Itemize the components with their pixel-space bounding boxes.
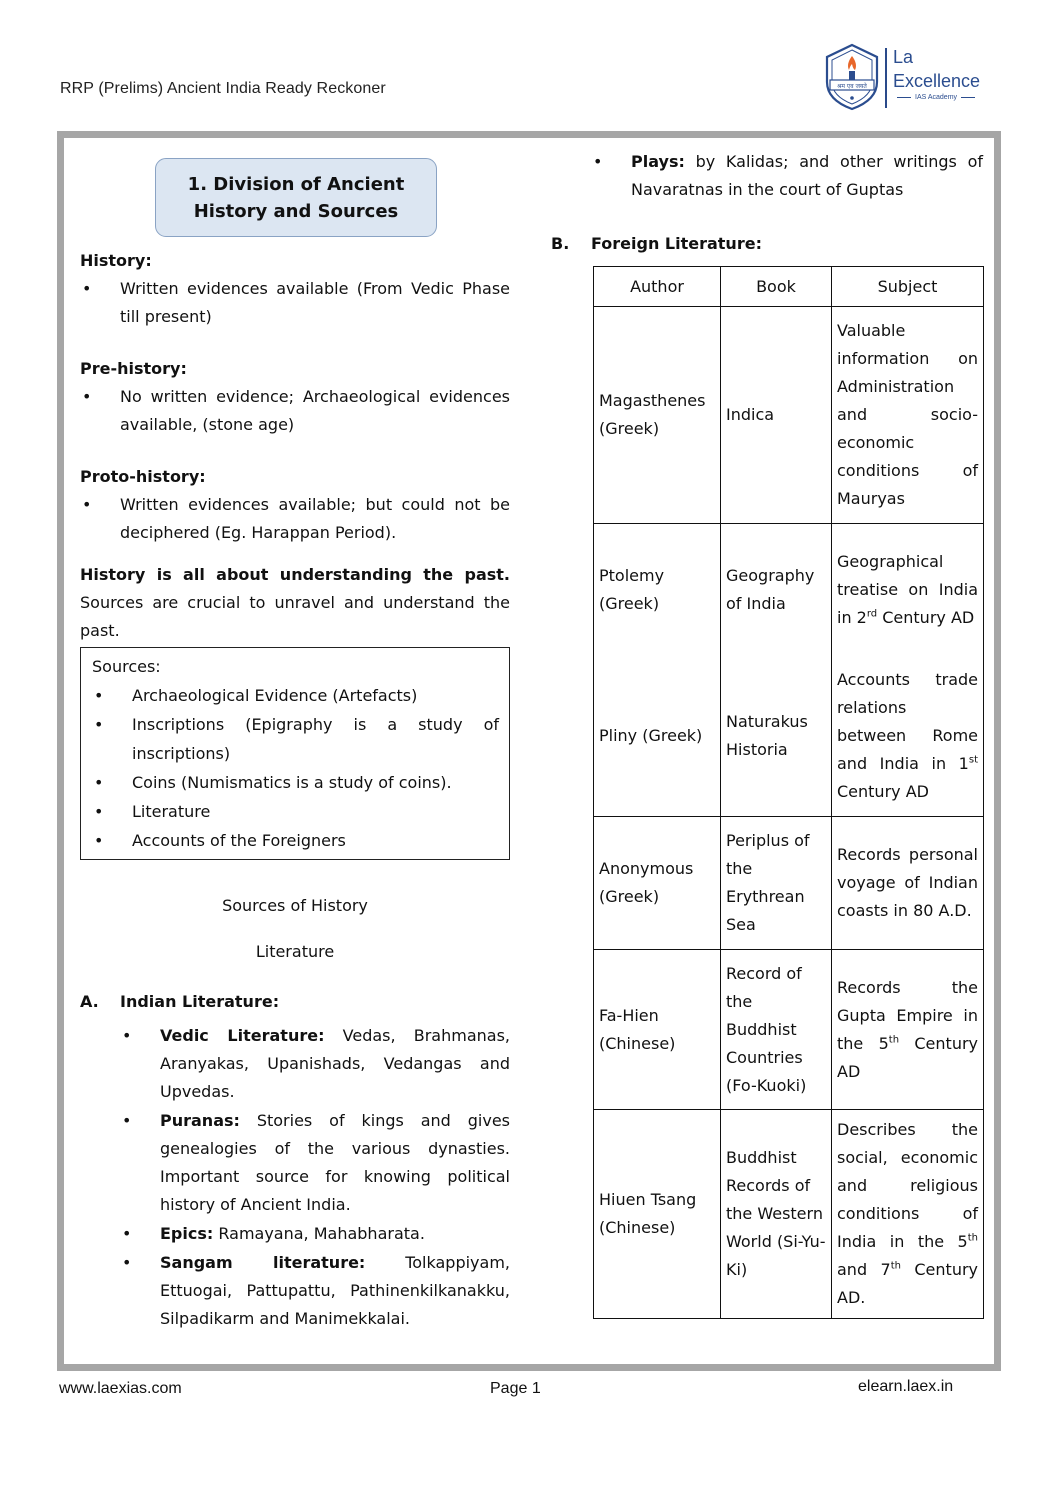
right-column xyxy=(551,148,983,1319)
sources-item: • Inscriptions (Epigraphy is a study of inscriptions) xyxy=(92,710,499,768)
history-paragraph-bold: History is all about understanding the past. xyxy=(80,565,510,584)
indian-lit-item xyxy=(120,1220,510,1248)
history-bullet: • Written evidences available (From Vedic Phase till present) xyxy=(80,275,510,331)
table-row xyxy=(594,524,984,657)
sources-of-history-heading: Sources of History xyxy=(222,896,368,915)
subject-cell: Valuable information on Administration and socio-economic conditions of Mauryas xyxy=(832,307,984,524)
indian-lit-item-text: Stories of kings and gives genealogies of the various dynasties. Important source for knowing political history of Ancient India. xyxy=(160,1111,510,1214)
book-cell: Naturakus Historia xyxy=(721,657,832,817)
section-letter-b: B. xyxy=(551,234,570,253)
column-header-subject: Subject xyxy=(832,267,984,307)
ordinal-suffix: th xyxy=(967,1232,978,1244)
subject-text: Records the Gupta Empire in the 5 xyxy=(837,977,978,1053)
author-cell: Fa-Hien (Chinese) xyxy=(594,950,721,1110)
book-cell: Buddhist Records of the Western World (Si-Yu-Ki) xyxy=(721,1110,832,1319)
sources-box-title: Sources: xyxy=(92,657,161,676)
la-excellence-logo xyxy=(822,42,994,112)
indian-lit-item-label: Sangam literature: xyxy=(160,1253,366,1272)
indian-lit-item-text: Ramayana, Mahabharata. xyxy=(213,1224,425,1243)
logo-text-excellence: Excellence xyxy=(893,71,981,91)
foreign-literature-heading xyxy=(551,230,983,258)
plays-label: Plays: xyxy=(631,152,685,171)
subject-cell xyxy=(832,524,984,657)
sources-item: • Coins (Numismatics is a study of coins). xyxy=(92,768,499,797)
book-cell: Geography of India xyxy=(721,524,832,657)
table-row xyxy=(594,1110,984,1319)
subject-text: Century AD xyxy=(877,608,975,628)
ordinal-suffix: th xyxy=(890,1260,901,1272)
sources-item: • Archaeological Evidence (Artefacts) xyxy=(92,681,499,710)
ordinal-suffix: rd xyxy=(866,608,878,620)
table-row xyxy=(594,950,984,1110)
table-row xyxy=(594,817,984,950)
author-cell: Ptolemy (Greek) xyxy=(594,524,721,657)
table-header-row xyxy=(594,267,984,307)
ordinal-suffix: th xyxy=(888,1034,900,1046)
subject-cell xyxy=(832,950,984,1110)
svg-text:श्रम एव जयते: श्रम एव जयते xyxy=(837,83,867,90)
literature-heading: Literature xyxy=(255,942,335,961)
history-paragraph xyxy=(80,561,510,645)
book-cell: Record of the Buddhist Countries (Fo-Kuoki) xyxy=(721,950,832,1110)
ordinal-suffix: st xyxy=(968,754,978,766)
author-cell: Magasthenes (Greek) xyxy=(594,307,721,524)
chapter-title-line1: 1. Division of Ancient xyxy=(187,174,405,195)
plays-item xyxy=(591,148,983,204)
author-cell: Pliny (Greek) xyxy=(594,657,721,817)
history-paragraph-text: Sources are crucial to unravel and understand the past. xyxy=(80,593,510,640)
chapter-title-line2: History and Sources xyxy=(193,201,399,222)
column-header-author: Author xyxy=(594,267,721,307)
foreign-literature-label: Foreign Literature: xyxy=(591,234,762,253)
sources-item: • Literature xyxy=(92,797,499,826)
plays-list xyxy=(551,148,983,204)
protohistory-heading: Proto-history: xyxy=(80,467,206,486)
table-row xyxy=(594,657,984,817)
indian-literature-label: Indian Literature: xyxy=(120,992,280,1011)
footer-elearn-link[interactable]: elearn.laex.in xyxy=(858,1378,954,1395)
subject-text: Describes the social, economic and religious conditions of India in the 5 xyxy=(837,1120,978,1251)
table-row xyxy=(594,307,984,524)
prehistory-bullet: • No written evidence; Archaeological evidences available, (stone age) xyxy=(80,383,510,439)
subject-text: and 7 xyxy=(837,1260,891,1279)
subject-text: Century AD. xyxy=(837,1260,978,1307)
foreign-literature-table xyxy=(593,266,984,1319)
indian-lit-item xyxy=(120,1107,510,1219)
footer-website-link[interactable]: www.laexias.com xyxy=(59,1380,182,1397)
history-heading: History: xyxy=(80,251,152,270)
indian-lit-item-label: Vedic Literature: xyxy=(160,1026,325,1045)
indian-literature-heading xyxy=(80,988,510,1016)
indian-lit-item-text: Vedas, Brahmanas, Aranyakas, Upanishads, Vedangas and Upvedas. xyxy=(160,1026,510,1101)
sources-item: • Accounts of the Foreigners xyxy=(92,826,499,855)
logo-subtitle: IAS Academy xyxy=(893,94,979,101)
section-letter-a: A. xyxy=(80,992,99,1011)
indian-lit-item-label: Puranas: xyxy=(160,1111,240,1130)
indian-literature-list xyxy=(80,1022,510,1333)
subject-text: Accounts trade relations between Rome and India in 1 xyxy=(837,670,978,774)
column-header-book: Book xyxy=(721,267,832,307)
prehistory-heading: Pre-history: xyxy=(80,359,187,378)
indian-lit-item xyxy=(120,1249,510,1333)
subject-cell: Records personal voyage of Indian coasts in 80 A.D. xyxy=(832,817,984,950)
footer-page-number: Page 1 xyxy=(490,1380,541,1397)
sources-box xyxy=(80,647,510,860)
left-column xyxy=(80,158,510,1334)
protohistory-bullet: • Written evidences available; but could not be deciphered (Eg. Harappan Period). xyxy=(80,491,510,547)
indian-lit-item-text: Tolkappiyam, Ettuogai, Pattupattu, Pathinenkilkanakku, Silpadikarm and Manimekkalai. xyxy=(160,1253,510,1328)
chapter-title-box xyxy=(155,158,437,237)
book-cell: Periplus of the Erythrean Sea xyxy=(721,817,832,950)
logo-divider xyxy=(885,48,887,108)
subject-text: Geographical treatise on India in 2 xyxy=(837,552,978,628)
shield-torch-icon xyxy=(822,42,882,112)
indian-lit-item-label: Epics: xyxy=(160,1224,214,1243)
subject-cell xyxy=(832,657,984,817)
author-cell: Hiuen Tsang (Chinese) xyxy=(594,1110,721,1319)
book-cell: Indica xyxy=(721,307,832,524)
subject-cell xyxy=(832,1110,984,1319)
document-header-title: RRP (Prelims) Ancient India Ready Reckoner xyxy=(60,80,386,97)
indian-lit-item xyxy=(120,1022,510,1106)
subject-text: Century AD xyxy=(837,782,929,802)
logo-text-la: La xyxy=(893,47,914,67)
author-cell: Anonymous (Greek) xyxy=(594,817,721,950)
plays-text: by Kalidas; and other writings of Navaratnas in the court of Guptas xyxy=(631,152,983,199)
subject-text: Century AD xyxy=(837,1033,978,1081)
